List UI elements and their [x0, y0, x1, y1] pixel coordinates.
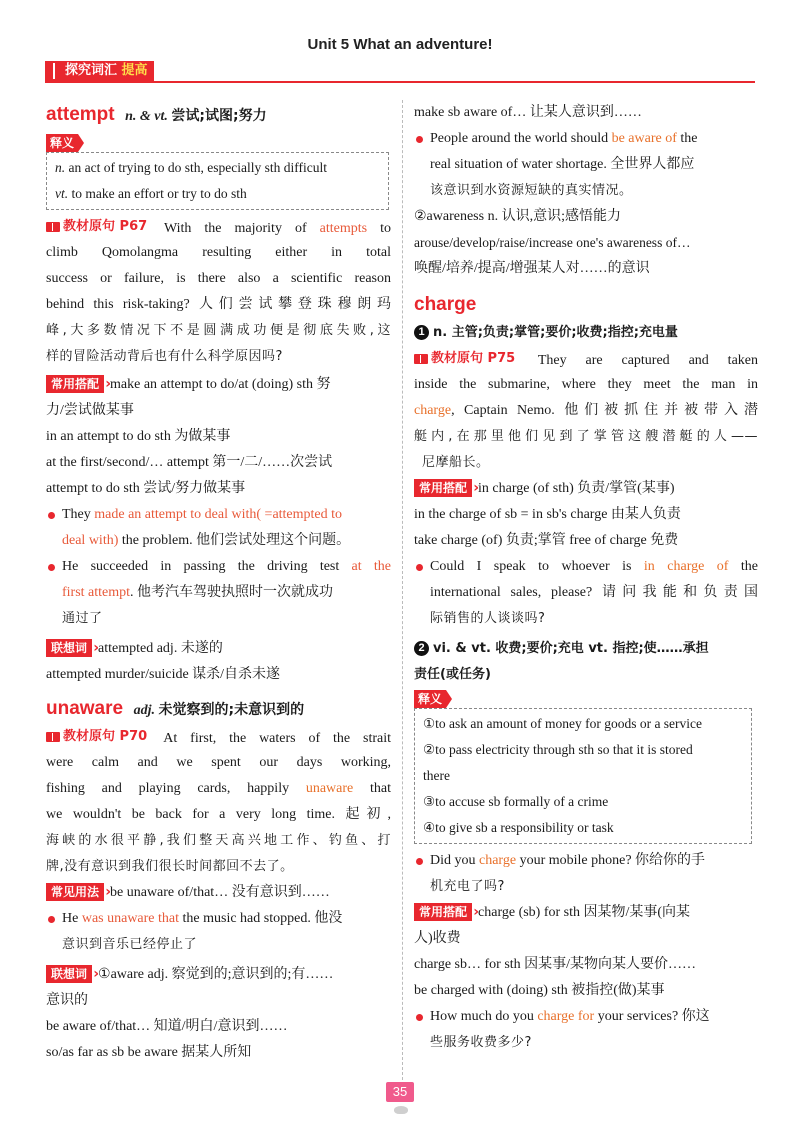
orig-label: 教材原句 — [63, 219, 116, 234]
unit-title: Unit 5 What an adventure! — [307, 36, 493, 53]
sense-text: 责任(或任务) — [414, 667, 491, 682]
def-line: there — [423, 768, 450, 783]
orig-text: 牌,没有意识到我们很长时间都回不去了。 — [46, 859, 294, 874]
example-item — [46, 502, 391, 554]
ex-text: 些服务收费多少? — [430, 1035, 532, 1050]
ex-text: 际销售的人谈谈吗? — [430, 611, 546, 626]
original-sentence — [414, 346, 758, 372]
ex-text: your services? 你这 — [594, 1009, 710, 1024]
book-icon — [46, 222, 60, 232]
highlight: charge — [414, 403, 452, 418]
def-line: ②to pass electricity through sth so that it is stored — [423, 742, 693, 757]
ex-text: People around the world should — [430, 131, 612, 146]
collocation: charge (sb) for sth 因某物/某事(向某 — [478, 905, 691, 920]
orig-ref: P70 — [119, 729, 148, 744]
collocation: be charged with (doing) sth 被指控(做)某事 — [414, 983, 665, 998]
assoc-text: 意识的 — [46, 993, 88, 1008]
ex-text: . 他考汽车驾驶执照时一次就成功 — [130, 585, 334, 600]
ex-text: 该意识到水资源短缺的真实情况。 — [430, 183, 633, 198]
collocation: in the charge of sb = in sb's charge 由某人负责 — [414, 507, 681, 522]
highlight: attempts — [319, 221, 368, 236]
collocation: at the first/second/… attempt 第一/二/……次尝试 — [46, 455, 333, 470]
orig-text: 艇内,在那里他们见到了掌管这艘潜艇的人—— — [414, 429, 758, 444]
orig-ref: P67 — [119, 219, 148, 234]
orig-text: 样的冒险活动背后也有什么科学原因吗? — [46, 349, 283, 364]
section-tag-main: 探究词汇 — [65, 63, 118, 78]
assoc-text: arouse/develop/raise/increase one's awareness of… — [414, 235, 691, 250]
assoc-text: attempted adj. 未遂的 — [98, 641, 223, 656]
orig-text: With the majority of — [163, 221, 320, 236]
ex-text: Did you — [430, 853, 479, 868]
assoc-text: 唤醒/培养/提高/增强某人对……的意识 — [414, 261, 650, 276]
orig-text: They are captured and taken — [537, 353, 758, 368]
orig-text: 海峡的水很平静,我们整天高兴地工作、钓鱼、打 — [46, 833, 391, 848]
ex-text: Could I speak to whoever is — [430, 559, 644, 574]
ex-text: the music had stopped. 他没 — [179, 911, 343, 926]
highlight: at the — [351, 559, 391, 574]
collocation: make an attempt to do/at (doing) sth 努 — [110, 377, 331, 392]
collocation: 力/尝试做某事 — [46, 403, 134, 418]
ex-text: He — [62, 911, 82, 926]
orig-text: At first, the waters of the strait — [163, 731, 391, 746]
header-rule — [45, 81, 755, 83]
highlight: deal with) — [62, 533, 119, 548]
page-number: 35 — [386, 1082, 414, 1102]
assoc-text: ②awareness n. 认识,意识;感悟能力 — [414, 209, 621, 224]
highlight: unaware — [305, 781, 354, 796]
collocation: in an attempt to do sth 为做某事 — [46, 429, 231, 444]
highlight: was unaware that — [81, 911, 180, 926]
orig-text: climb Qomolangma resulting either in total — [46, 245, 391, 260]
example-item — [46, 906, 391, 958]
definition-box: n. an act of trying to do sth, especially sth difficult vt. to make an effort or try to do sth — [46, 152, 389, 210]
orig-text: 峰,大多数情况下不是圆满成功便是彻底失败,这 — [46, 323, 391, 338]
def-line: an act of trying to do sth, especially sth difficult — [68, 160, 327, 175]
pos-label: adj. — [133, 703, 155, 718]
highlight: made an attempt to deal with( =attempted to — [94, 507, 343, 522]
entry-attempt-head — [46, 100, 391, 130]
ex-text: your mobile phone? 你给你的手 — [516, 853, 706, 868]
collocation-label: 常用搭配 › — [46, 375, 104, 393]
highlight: charge — [479, 853, 517, 868]
def-line: ④to give sb a responsibility or task — [423, 820, 614, 835]
definition-label: 释义 — [46, 134, 78, 152]
collocation: attempt to do sth 尝试/努力做某事 — [46, 481, 246, 496]
ex-text: real situation of water shortage. 全世界人都应 — [430, 157, 695, 172]
book-icon — [414, 354, 428, 364]
orig-text: we wouldn't be back for a very long time. 起初, — [46, 807, 391, 822]
orig-text: behind this risk-taking? 人们尝试攀登珠穆朗玛 — [46, 297, 391, 312]
headword-attempt: attempt — [46, 104, 115, 125]
book-icon — [45, 61, 63, 81]
right-column — [414, 100, 758, 1056]
association-label: 联想词 › — [46, 639, 92, 657]
orig-text: , Captain Nemo. 他们被抓住并被带入潜 — [451, 403, 758, 418]
orig-text: inside the submarine, where they meet the man in — [414, 377, 758, 392]
sense-number: 2 — [414, 641, 429, 656]
headword-unaware: unaware — [46, 698, 124, 719]
ex-text: They — [62, 507, 95, 522]
book-icon — [46, 732, 60, 742]
usage-label: 常见用法 › — [46, 883, 104, 901]
section-tag — [45, 61, 154, 81]
orig-ref: P75 — [487, 351, 516, 366]
sense-number: 1 — [414, 325, 429, 340]
sense-text: n. 主管;负责;掌管;要价;收费;指控;充电量 — [433, 325, 678, 340]
collocation: charge sb… for sth 因某事/某物向某人要价…… — [414, 957, 697, 972]
assoc-text: ①aware adj. 察觉到的;意识到的;有…… — [98, 967, 334, 982]
collocation: 人)收费 — [414, 931, 461, 946]
ex-text: 机充电了吗? — [430, 879, 505, 894]
assoc-text: make sb aware of… 让某人意识到…… — [414, 105, 642, 120]
orig-label: 教材原句 — [63, 729, 116, 744]
assoc-text: be aware of/that… 知道/明白/意识到…… — [46, 1019, 288, 1034]
pos-label: n. & vt. — [125, 109, 168, 124]
orig-text: to — [367, 221, 391, 236]
assoc-text: so/as far as sb be aware 据某人所知 — [46, 1045, 252, 1060]
usage-text: be unaware of/that… 没有意识到…… — [110, 885, 330, 900]
example-item — [414, 848, 758, 900]
section-tag-level: 提高 — [121, 63, 148, 78]
column-divider — [402, 100, 403, 1080]
definition-label: 释义 — [414, 690, 446, 708]
ex-text: the problem. 他们尝试处理这个问题。 — [118, 533, 351, 548]
def-line: ③to accuse sb formally of a crime — [423, 794, 609, 809]
highlight: be aware of — [611, 131, 677, 146]
highlight: charge for — [537, 1009, 595, 1024]
orig-text: 尼摩船长。 — [422, 455, 490, 470]
left-column — [46, 100, 391, 1066]
collocation-label: 常用搭配 › — [414, 903, 472, 921]
def-line: ①to ask an amount of money for goods or a service — [423, 716, 703, 731]
headword-charge: charge — [414, 294, 477, 315]
bird-icon — [394, 1106, 408, 1114]
ex-text: 意识到音乐已经停止了 — [62, 937, 198, 952]
def-line: to make an effort or try to do sth — [71, 186, 247, 201]
ex-text: the — [676, 131, 698, 146]
example-item — [414, 554, 758, 632]
ex-text: the — [728, 559, 758, 574]
meaning: 尝试;试图;努力 — [171, 108, 267, 124]
ex-text: He succeeded in passing the driving test — [62, 559, 352, 574]
ex-text: How much do you — [430, 1009, 538, 1024]
highlight: in charge of — [643, 559, 729, 574]
ex-text: 通过了 — [62, 611, 103, 626]
example-item — [414, 1004, 758, 1056]
orig-text: fishing and playing cards, happily — [46, 781, 306, 796]
collocation: in charge (of sth) 负责/掌管(某事) — [478, 481, 675, 496]
orig-text: success or failure, is there also a scientific reason — [46, 271, 391, 286]
definition-box — [414, 708, 752, 844]
ex-text: international sales, please? 请问我能和负责国 — [430, 585, 758, 600]
orig-text: were calm and we spent our days working, — [46, 755, 391, 770]
collocation-label: 常用搭配 › — [414, 479, 472, 497]
orig-label: 教材原句 — [431, 351, 484, 366]
sense-text: vi. & vt. 收费;要价;充电 vt. 指控;使……承担 — [433, 641, 709, 656]
collocation: take charge (of) 负责;掌管 free of charge 免费 — [414, 533, 679, 548]
meaning: 未觉察到的;未意识到的 — [158, 702, 305, 718]
original-sentence — [46, 214, 391, 240]
example-item — [414, 126, 758, 204]
original-sentence — [46, 724, 391, 750]
orig-text: that — [353, 781, 391, 796]
highlight: first attempt — [62, 585, 131, 600]
association-label: 联想词 › — [46, 965, 92, 983]
entry-charge-head — [414, 290, 758, 320]
entry-unaware-head — [46, 694, 391, 724]
assoc-text: attempted murder/suicide 谋杀/自杀未遂 — [46, 667, 281, 682]
example-item — [46, 554, 391, 632]
